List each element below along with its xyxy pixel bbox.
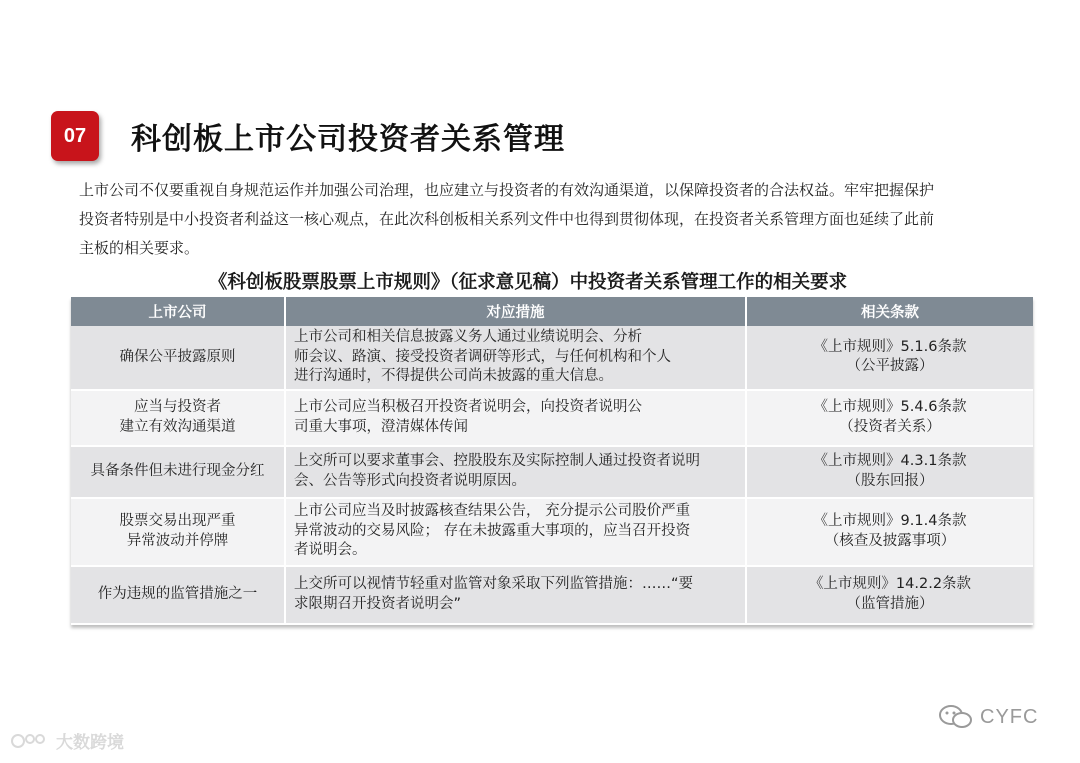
company-cell [71,326,285,390]
cell-line: 具备条件但未进行现金分红 [90,462,265,479]
cell-line: 《上市规则》5.4.6条款 [813,399,967,415]
cell-line: 《上市规则》4.3.1条款 [813,453,967,469]
clause-cell [746,566,1033,624]
cell-line: 异常波动的交易风险； 存在未披露重大事项的，应当召开投资 [294,522,691,539]
cell-line: （监管措施） [846,595,934,612]
cell-line: 上交所可以要求董事会、控股股东及实际控制人通过投资者说明 [294,453,700,469]
cell-line: 司重大事项，澄清媒体传闻 [294,418,468,435]
company-cell [71,566,285,624]
company-cell [71,446,285,498]
table-row [71,566,1033,624]
cell-line: （公平披露） [846,358,934,375]
cell-line: 异常波动并停牌 [126,532,229,549]
cell-line: 会、公告等形式向投资者说明原因。 [294,472,526,489]
clause-cell [746,446,1033,498]
measure-cell [285,326,746,390]
table-header-row [71,297,1033,326]
company-cell [71,390,285,446]
table-row [71,498,1033,566]
measure-cell [285,498,746,566]
requirements-table [71,297,1033,625]
cell-line: （核查及披露事项） [824,532,956,549]
cell-line: 上市公司应当积极召开投资者说明会，向投资者说明公 [294,399,642,415]
intro-line: 上市公司不仅要重视自身规范运作并加强公司治理，也应建立与投资者的有效沟通渠道，以保障投资者的合法权益。牢牢把握保护 [79,181,935,199]
watermark-left-text: 大数跨境 [56,733,124,753]
table-title: 《科创板股票股票上市规则》（征求意见稿）中投资者关系管理工作的相关要求 [208,272,848,293]
column-header-measure: 对应措施 [285,297,746,326]
column-header-clause: 相关条款 [746,297,1033,326]
cell-line: 作为违规的监管措施之一 [97,585,258,602]
measure-cell [285,566,746,624]
column-header-company: 上市公司 [71,297,285,326]
intro-line: 投资者特别是中小投资者利益这一核心观点，在此次科创板相关系列文件中也得到贯彻体现，在投资者关系管理方面也延续了此前 [79,210,935,228]
cell-line: 《上市规则》5.1.6条款 [813,338,967,355]
platform-logo-icon [10,729,50,753]
clause-cell [746,498,1033,566]
cell-line: 《上市规则》9.1.4条款 [813,513,967,529]
clause-cell [746,390,1033,446]
table-row [71,390,1033,446]
chat-bubbles-icon [938,703,974,731]
cell-line: 进行沟通时，不得提供公司尚未披露的重大信息。 [294,368,613,384]
cell-line: （股东回报） [846,472,934,489]
table-row [71,446,1033,498]
cell-line: 上交所可以视情节轻重对监管对象采取下列监管措施：……“要 [294,576,694,592]
cell-line: 应当与投资者 [134,399,221,415]
cell-line: 上市公司应当及时披露核查结果公告， 充分提示公司股价严重 [294,503,691,520]
intro-line: 主板的相关要求。 [79,239,200,257]
measure-cell [285,390,746,446]
page-title: 科创板上市公司投资者关系管理 [131,122,565,157]
measure-cell [285,446,746,498]
company-cell [71,498,285,566]
clause-cell [746,326,1033,390]
cell-line: 建立有效沟通渠道 [119,418,236,435]
watermark-right-text: CYFC [980,705,1039,728]
cell-line: 者说明会。 [294,542,367,559]
cell-line: 师会议、路演、接受投资者调研等形式，与任何机构和个人 [294,348,671,365]
watermark-left [10,728,124,753]
intro-paragraph [79,176,1024,263]
cell-line: 上市公司和相关信息披露义务人通过业绩说明会、分析 [294,329,642,345]
cell-line: 股票交易出现严重 [119,513,236,529]
cell-line: （投资者关系） [839,418,941,435]
section-number-badge: 07 [51,111,99,161]
table-row [71,326,1033,390]
cell-line: 确保公平披露原则 [119,348,236,365]
cell-line: 《上市规则》14.2.2条款 [808,576,972,592]
watermark-right [938,703,1038,731]
cell-line: 求限期召开投资者说明会” [294,595,462,612]
